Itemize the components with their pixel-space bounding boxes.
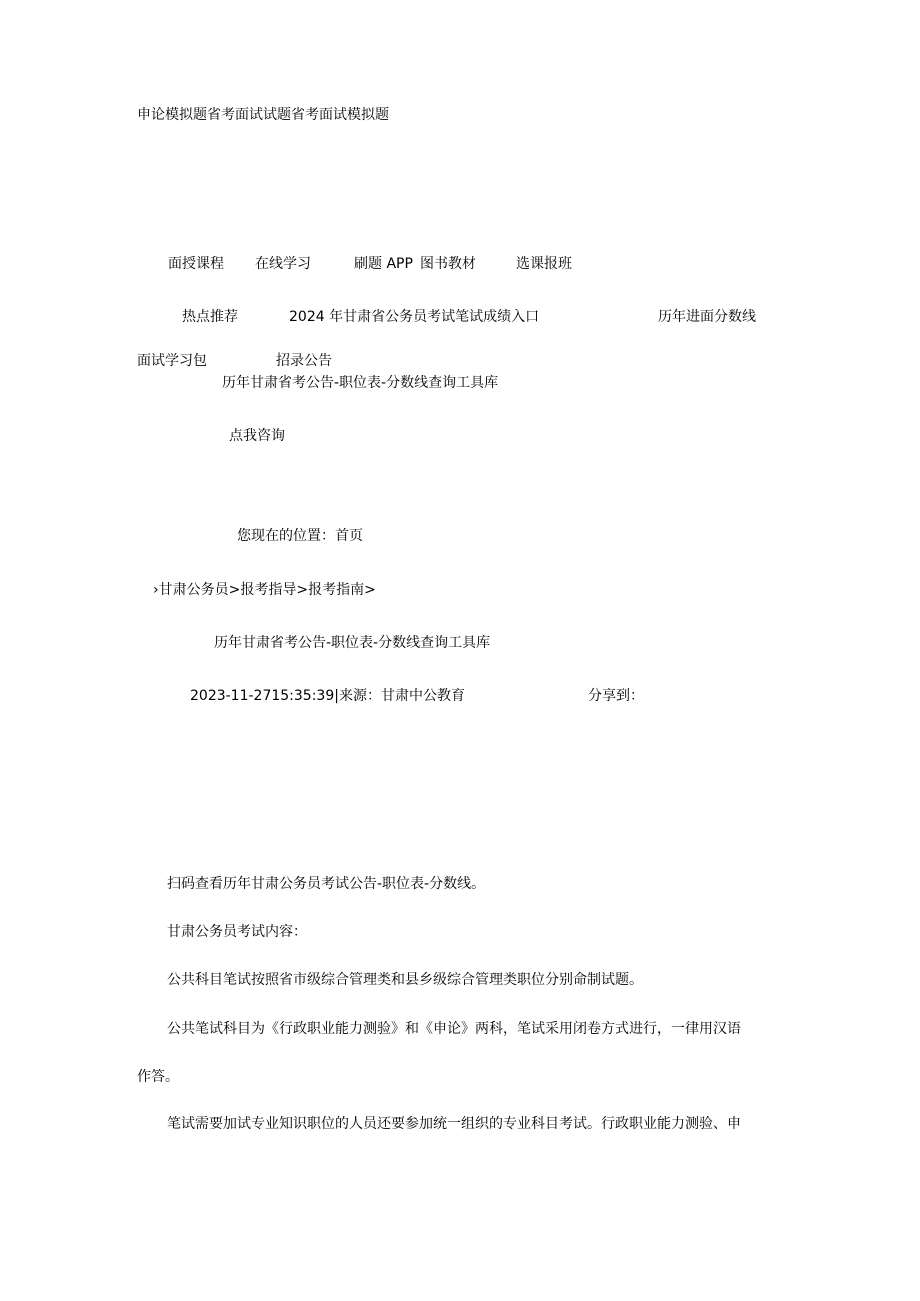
publish-datetime: 2023-11-2715:35:39 <box>190 688 335 704</box>
article-meta <box>190 686 465 706</box>
link-query-tool[interactable]: 历年甘肃省考公告-职位表-分数线查询工具库 <box>222 375 499 391</box>
link-score-entry[interactable]: 2024 年甘肃省公务员考试笔试成绩入口 <box>289 309 540 325</box>
nav-item-quiz-app[interactable]: 刷题 APP <box>354 256 413 272</box>
nav-item-enroll[interactable]: 选课报班 <box>516 256 572 272</box>
document-title: 申论模拟题省考面试试题省考面试模拟题 <box>137 107 389 123</box>
link-interview-pack[interactable]: 面试学习包 <box>137 353 207 369</box>
paragraph: 笔试需要加试专业知识职位的人员还要参加统一组织的专业科目考试。行政职业能力测验、申 <box>167 1116 741 1132</box>
paragraph: 公共科目笔试按照省市级综合管理类和县乡级综合管理类职位分别命制试题。 <box>167 972 643 988</box>
share-label: 分享到： <box>588 688 644 704</box>
paragraph: 作答。 <box>137 1069 179 1085</box>
breadcrumb-sep: > <box>364 582 376 598</box>
breadcrumb <box>153 580 376 600</box>
hot-recommend-label: 热点推荐 <box>182 309 238 325</box>
nav-item-books[interactable]: 图书教材 <box>420 256 476 272</box>
breadcrumb-home[interactable]: 首页 <box>335 528 363 544</box>
paragraph: 甘肃公务员考试内容： <box>167 924 307 940</box>
breadcrumb-sep: > <box>228 582 241 598</box>
breadcrumb-sep: > <box>296 582 309 598</box>
location-bar <box>237 526 363 546</box>
link-recruit-notice[interactable]: 招录公告 <box>276 353 332 369</box>
article-source: 来源：甘肃中公教育 <box>338 688 465 704</box>
breadcrumb-gansu-civil[interactable]: 甘肃公务员 <box>158 582 229 598</box>
article-title: 历年甘肃省考公告-职位表-分数线查询工具库 <box>214 635 491 651</box>
nav-item-online-learning[interactable]: 在线学习 <box>255 256 311 272</box>
breadcrumb-prefix: › <box>153 582 159 598</box>
paragraph: 公共笔试科目为《行政职业能力测验》和《申论》两科，笔试采用闭卷方式进行，一律用汉语 <box>167 1021 741 1037</box>
paragraph: 扫码查看历年甘肃公务员考试公告-职位表-分数线。 <box>167 876 486 892</box>
nav-item-face-courses[interactable]: 面授课程 <box>168 256 224 272</box>
meta-divider: | <box>334 688 339 704</box>
breadcrumb-guidance[interactable]: 报考指导 <box>240 582 297 598</box>
consult-button[interactable]: 点我咨询 <box>229 428 285 444</box>
breadcrumb-guide[interactable]: 报考指南 <box>308 582 365 598</box>
location-label: 您现在的位置： <box>237 528 335 544</box>
link-interview-score-lines[interactable]: 历年进面分数线 <box>658 309 756 325</box>
